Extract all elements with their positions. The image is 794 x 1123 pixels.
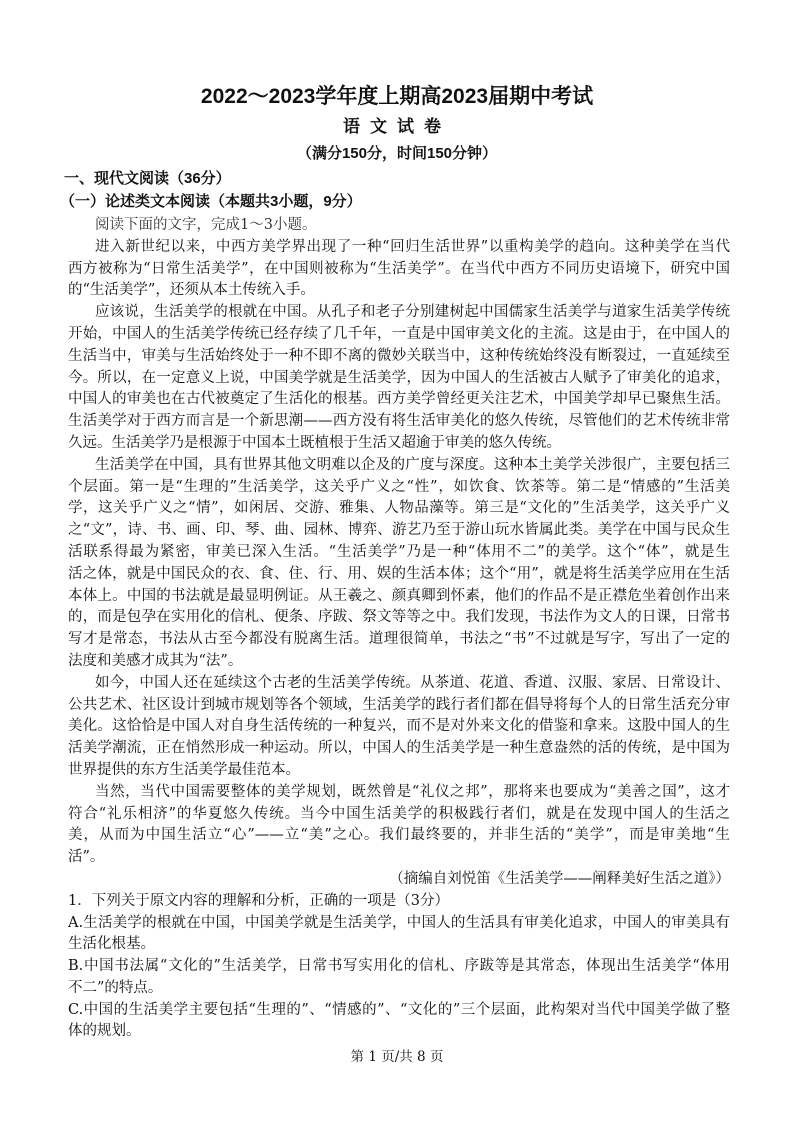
paragraph-line: 活美学潮流，正在悄然形成一种运动。所以，中国人的生活美学是一种生意盎然的活的传统，是中国为 [68, 740, 730, 757]
exam-subject: 语文试卷 [343, 117, 451, 137]
exam-score-time: （满分150分，时间150分钟） [296, 145, 498, 162]
passage-source: （摘编自刘悦笛《生活美学——阐释美好生活之道》） [389, 870, 730, 887]
reading-instruction: 阅读下面的文字，完成1～3小题。 [95, 217, 317, 233]
paragraph-line: 活”。 [68, 849, 105, 866]
option-line: 体的规划。 [68, 1023, 141, 1040]
paragraph-line: 美化。这恰恰是中国人对自身生活传统的一种复兴，而不是对外来文化的借鉴和拿来。这股中国人的生 [68, 718, 730, 735]
option-line: C.中国的生活美学主要包括“生理的”、“情感的”、“文化的”三个层面，此构架对当代中国美学做了整 [68, 1001, 730, 1018]
paragraph-line: 写才是常态，书法从古至今都没有脱离生活。道理很简单，书法之“书”不过就是写字，写出了一定的 [68, 631, 730, 648]
paragraph [68, 782, 730, 869]
paragraph [68, 302, 730, 455]
answer-option [68, 956, 730, 1000]
paragraph-line: 生活美学对于西方而言是一个新思潮——西方没有将生活审美化的悠久传统，尽管他们的艺术传统非常 [68, 413, 730, 430]
paragraph-line: 西方被称为“日常生活美学”，在中国则被称为“生活美学”。在当代中西方不同历史语境下，研究中国 [68, 260, 730, 277]
paragraph-line: 进入新世纪以来，中西方美学界出现了一种“回归生活世界”以重构美学的趋向。这种美学在当代 [95, 238, 730, 255]
paragraph-line: 当然，当代中国需要整体的美学规划，既然曾是“礼仪之邦”，那将来也要成为“美善之国”，这才 [95, 783, 730, 800]
option-line: 不二”的特点。 [68, 979, 163, 996]
paragraph-line: 之“文”，诗、书、画、印、琴、曲、园林、博弈、游艺乃至于游山玩水皆属此类。美学在中国与民众生 [68, 522, 730, 539]
paragraph-line: 今。所以，在一定意义上说，中国美学就是生活美学，因为中国人的生活被古人赋予了审美化的追求， [68, 369, 730, 386]
paragraph-line: 的，而是包孕在实用化的信札、便条、序跋、祭文等等之中。我们发现，书法作为文人的日课，日常书 [68, 609, 730, 626]
paragraph [68, 455, 730, 673]
answer-option [68, 1000, 730, 1044]
paragraph-line: 美，从而为中国生活立“心”——立“美”之心。我们最终要的，并非生活的“美学”，而是审美地“生 [68, 827, 730, 844]
paragraph-line: 如今，中国人还在延续这个古老的生活美学传统。从茶道、花道、香道、汉服、家居、日常设计、 [95, 674, 730, 691]
paragraph-line: 生活当中，审美与生活始终处于一种不即不离的微妙关联当中，这种传统始终没有断裂过，一直延续至 [68, 347, 730, 364]
answer-option [68, 913, 730, 957]
option-line: B.中国书法属“文化的”生活美学，日常书写实用化的信札、序跋等是其常态，体现出生活美学“体用 [68, 958, 730, 975]
paragraph-line: 久远。生活美学乃是根源于中国本土既植根于生活又超逾于审美的悠久传统。 [68, 434, 561, 451]
paragraph-line: 中国人的审美也在古代被奠定了生活化的根基。西方美学曾经更关注艺术，中国美学却早已聚焦生活。 [68, 391, 730, 408]
paragraph [68, 237, 730, 302]
option-line: A.生活美学的根就在中国，中国美学就是生活美学，中国人的生活具有审美化追求，中国人的审美具有 [68, 914, 730, 931]
question-stem: 1．下列关于原文内容的理解和分析，正确的一项是（3分） [68, 892, 449, 909]
paragraph-line: 应该说，生活美学的根就在中国。从孔子和老子分别建树起中国儒家生活美学与道家生活美学传统 [95, 304, 730, 321]
section-subheading: （一）论述类文本阅读（本题共3小题，9分） [60, 193, 362, 210]
exam-title: 2022～2023学年度上期高2023届期中考试 [200, 85, 594, 108]
paragraph-line: 的“生活美学”，还须从本土传统入手。 [68, 282, 315, 299]
paragraph-line: 个层面。第一是“生理的”生活美学，这关乎广义之“性”，如饮食、饮茶等。第二是“情感的”生活美 [68, 478, 730, 495]
paragraph-line: 开始，中国人的生活美学传统已经存续了几千年，一直是中国审美文化的主流。这是由于，在中国人的 [68, 325, 730, 342]
option-line: 生活化根基。 [68, 936, 155, 953]
paragraph-line: 公共艺术、社区设计到城市规划等各个领域，生活美学的践行者们都在倡导将每个人的日常生活充分审 [68, 696, 730, 713]
reading-passage [68, 0, 730, 1043]
paragraph-line: 法度和美感才成其为“法”。 [68, 652, 243, 669]
section-heading: 一、现代文阅读（36分） [64, 170, 231, 187]
paragraph-line: 符合“礼乐相济”的华夏悠久传统。当今中国生活美学的积极践行者们，就是在发现中国人的生活之 [68, 805, 730, 822]
paragraph-line: 活联系得最为紧密，审美已深入生活。“生活美学”乃是一种“体用不二”的美学。这个“体”，就是生 [68, 543, 730, 560]
paragraph [68, 673, 730, 782]
paragraph-line: 本体上。中国的书法就是最显明例证。从王羲之、颜真卿到怀素，他们的作品不是正襟危坐着创作出来 [68, 587, 730, 604]
paragraph-line: 学，这关乎广义之“情”，如闲居、交游、雅集、人物品藻等。第三是“文化的”生活美学，这关乎广义 [68, 500, 730, 517]
paragraph-line: 生活美学在中国，具有世界其他文明难以企及的广度与深度。这种本土美学关涉很广，主要包括三 [95, 456, 730, 473]
page-number: 第 1 页/共 8 页 [350, 1049, 444, 1066]
paragraph-line: 活之体，就是中国民众的衣、食、住、行、用、娱的生活本体；这个“用”，就是将生活美学应用在生活 [68, 565, 730, 582]
paragraph-line: 世界提供的东方生活美学最佳范本。 [68, 761, 300, 778]
